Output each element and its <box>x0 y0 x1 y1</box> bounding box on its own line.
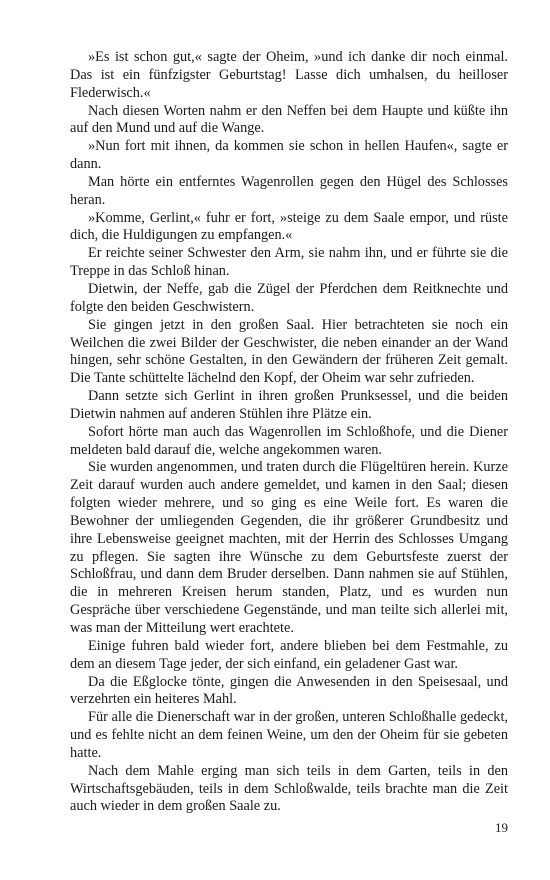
paragraph: Er reichte seiner Schwester den Arm, sie nahm ihn, und er führte sie die Treppe in das Schloß hinan. <box>70 245 508 280</box>
paragraph: Sofort hörte man auch das Wagenrollen im Schloßhofe, und die Diener meldeten bald darauf die, welche angekommen waren. <box>70 423 508 458</box>
paragraph: Nach diesen Worten nahm er den Neffen bei dem Haupte und küßte ihn auf den Mund und auf die Wange. <box>70 102 508 137</box>
paragraph: Sie gingen jetzt in den großen Saal. Hier betrachteten sie noch ein Weilchen die zwei Bilder der Geschwister, die neben einander an der Wand hingen, sehr schöne Gestalten, in den Gewändern der früheren Zeit gemalt. Die Tante schüttelte lächelnd den Kopf, der Oheim war sehr zufrieden. <box>70 316 508 387</box>
page-text-block <box>70 49 508 816</box>
page-number: 19 <box>495 820 508 835</box>
paragraph: Nach dem Mahle erging man sich teils in dem Garten, teils in den Wirtschaftsgebäuden, teils in dem Schloßwalde, teils brachte man die Zeit auch wieder in dem großen Saale zu. <box>70 762 508 815</box>
paragraph: Einige fuhren bald wieder fort, andere blieben bei dem Festmahle, zu dem an diesem Tage jeder, der sich einfand, ein geladener Gast war. <box>70 637 508 672</box>
paragraph: Sie wurden angenommen, und traten durch die Flügeltüren herein. Kurze Zeit darauf wurden auch andere gemeldet, und kamen in den Saal; diesen folgten wieder mehrere, und so ging es eine Weile fort. Es waren die Bewohner der umliegenden Gegenden, die ihr größerer Grundbesitz und ihre Lebensweise geeignet machten, mit der Herrin des Schlosses Umgang zu pflegen. Sie sagten ihre Wünsche zu dem Geburtsfeste zuerst der Schloßfrau, und dann dem Bruder derselben. Dann nahmen sie auf Stühlen, die in mehreren Kreisen herum standen, Platz, und es wurden nun Gespräche über verschiedene Gegenstände, und man teilte sich allerlei mit, was man der Mitteilung wert erachtete. <box>70 459 508 636</box>
paragraph: Für alle die Dienerschaft war in der großen, unteren Schloßhalle gedeckt, und es fehlte nicht an dem feinen Weine, um den der Oheim für sie gebeten hatte. <box>70 709 508 761</box>
paragraph: »Komme, Gerlint,« fuhr er fort, »steige zu dem Saale empor, und rüste dich, die Huldigungen zu empfangen.« <box>70 209 508 244</box>
paragraph: Dann setzte sich Gerlint in ihren großen Prunksessel, und die beiden Dietwin nahmen auf anderen Stühlen ihre Plätze ein. <box>70 388 508 422</box>
paragraph: Da die Eßglocke tönte, gingen die Anwesenden in den Speisesaal, und verzehrten ein heiteres Mahl. <box>70 673 508 708</box>
paragraph: »Es ist schon gut,« sagte der Oheim, »und ich danke dir noch einmal. Das ist ein fünfzigster Geburtstag! Lasse dich umhalsen, du heilloser Flederwisch.« <box>70 49 508 101</box>
paragraph: »Nun fort mit ihnen, da kommen sie schon in hellen Haufen«, sagte er dann. <box>70 138 508 173</box>
paragraph: Dietwin, der Neffe, gab die Zügel der Pferdchen dem Reitknechte und folgte den beiden Geschwistern. <box>70 280 508 315</box>
paragraph: Man hörte ein entferntes Wagenrollen gegen den Hügel des Schlosses heran. <box>70 173 508 208</box>
